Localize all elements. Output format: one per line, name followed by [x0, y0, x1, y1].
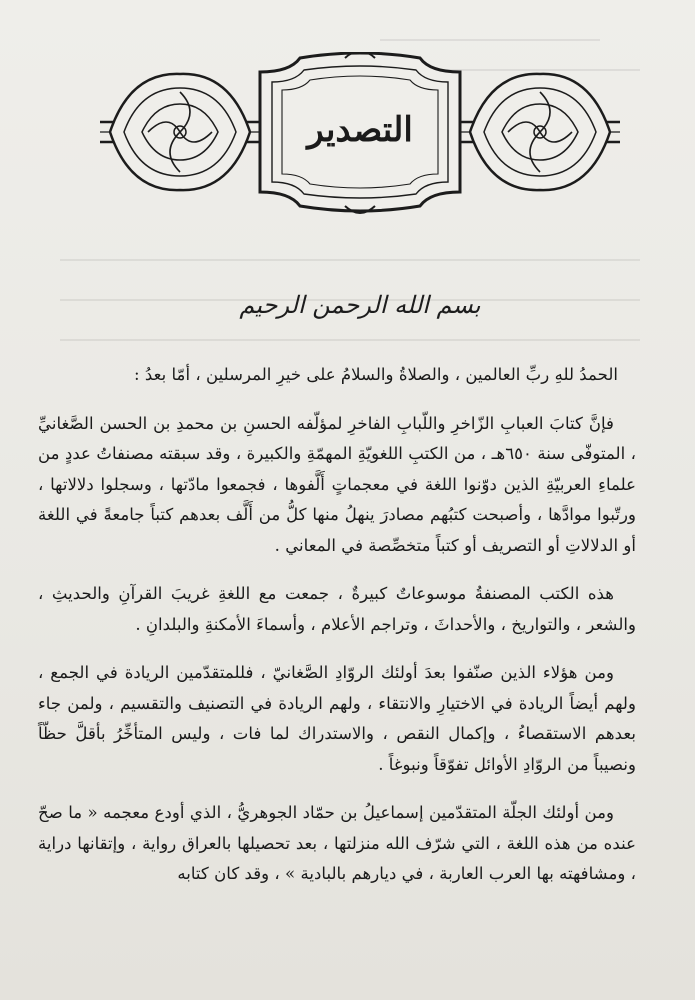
chapter-title: التصدير: [307, 110, 413, 150]
paragraph-opening: الحمدُ للهِ ربِّ العالمين ، والصلاةُ والسلامُ على خيرِ المرسلين ، أمّا بعدُ :: [134, 365, 618, 384]
paragraph: ومن أولئك الجلّة المتقدّمين إسماعيلُ بن حمّاد الجوهريُّ ، الذي أودع معجمه « ما صحّ عنده من هذه اللغة ، التي شرّف الله منزلتها ، بعد تحصيلها بالعراق رواية ، وإتقانها دراية ، ومشافهته بها العرب العاربة ، في ديارهم بالبادية » ، وقد كان كتابه: [38, 803, 636, 883]
paragraph: ومن هؤلاء الذين صنّفوا بعدَ أولئك الروّادِ الصَّغانيّ ، فللمتقدّمين الريادة في الجمع ، ولهم أيضاً الريادة في الاختيارِ والانتقاء ، ولهم الريادة في التصنيف والتقسيم ، ولمن جاء بعدهم الاستقصاءُ ، وإكمال النقص ، والاستدراك لما فات ، وليس المتأخِّرُ بأقلَّ حظّاً ونصيباً من الروّادِ الأوائل تفوّقاً ونبوغاً .: [38, 663, 636, 774]
paragraph: فإنَّ كتابَ العبابِ الزّاخرِ واللّبابِ الفاخرِ لمؤلّفه الحسنِ بن محمدِ بن الحسن الصَّغانيِّ ، المتوفّى سنة ٦٥٠هـ ، من الكتبِ اللغويّةِ المهمّةِ والكبيرة ، وقد سبقته مصنفاتُ عددٍ من علماءِ العربيّةِ الذين دوّنوا اللغة في معجماتٍ أَلَّفوها ، فجمعوا مادّتها ، وسجلوا دلالاتها ، ورتّبوا موادَّها ، وأصبحت كتبُهم مصادرَ ينهلُ منها كلُّ من أَلَّف بعدهم كتباً جامعةً في اللغة أو الدلالاتِ أو التصريف أو كتباً متخصِّصة في المعاني .: [38, 413, 636, 555]
body-text: [38, 360, 636, 908]
basmala-calligraphy: بسم الله الرحمن الرحيم: [239, 291, 481, 319]
paragraph: هذه الكتب المصنفةُ موسوعاتٌ كبيرةٌ ، جمعت مع اللغةِ غريبَ القرآنِ والحديثِ ، والشعر ، والتواريخ ، والأحداثَ ، وتراجم الأعلام ، وأسماءَ الأمكنةِ والبلدانِ .: [38, 584, 636, 634]
